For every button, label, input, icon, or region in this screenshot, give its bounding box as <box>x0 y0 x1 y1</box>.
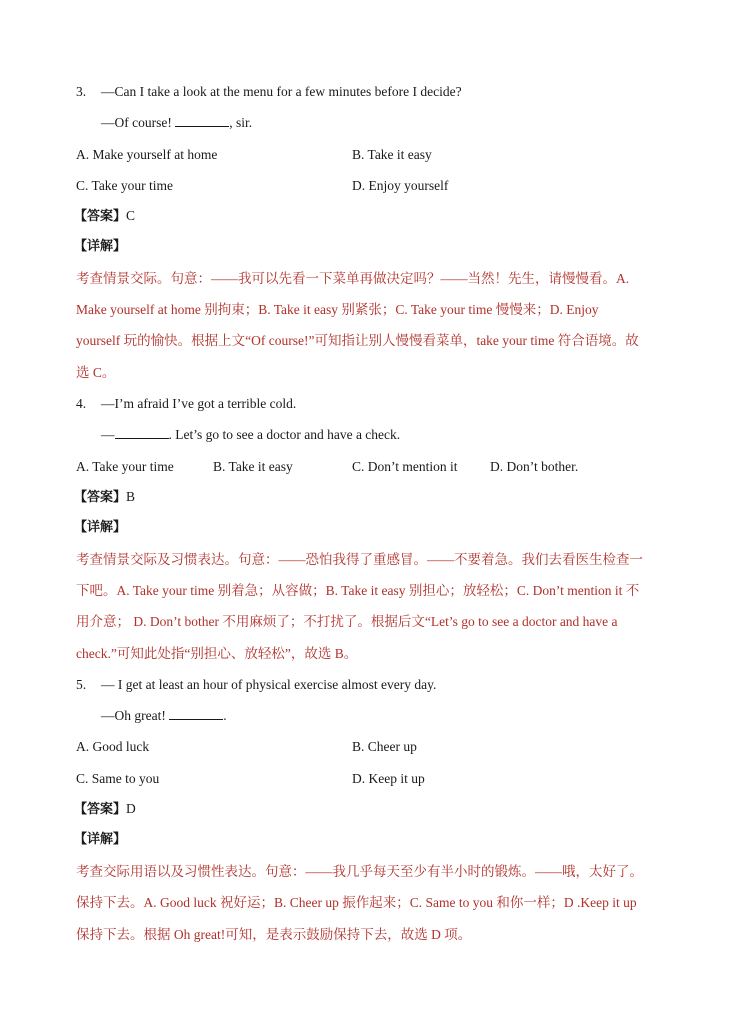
option-b: B. Take it easy <box>213 459 293 474</box>
option-a: A. Take your time <box>76 459 174 474</box>
option-c: C. Don’t mention it <box>352 459 458 474</box>
answer-tag <box>74 488 135 507</box>
reply-text: —Of course! <box>101 115 176 130</box>
explanation-line: 考查情景交际及习惯表达。句意：——恐怕我得了重感冒。——不要着急。我们去看医生检查一 <box>76 552 643 567</box>
detail-tag <box>74 519 126 537</box>
explanation-line: 选 C。 <box>76 365 116 380</box>
answer-blank <box>169 707 223 720</box>
answer-label: 【答案】 <box>74 490 127 505</box>
answer-label: 【答案】 <box>74 209 127 224</box>
reply-text: —Oh great! <box>101 708 170 723</box>
question-5-reply <box>101 707 227 725</box>
reply-text: . Let’s go to see a doctor and have a check. <box>168 427 401 442</box>
answer-value: C <box>126 208 136 223</box>
option-a: A. Make yourself at home <box>76 147 218 162</box>
answer-blank <box>175 114 229 127</box>
question-3-stem <box>76 83 462 101</box>
answer-label: 【答案】 <box>74 802 127 817</box>
answer-tag <box>74 800 136 819</box>
detail-tag <box>74 238 126 256</box>
explanation-line: check.”可知此处指“别担心、放轻松”，故选 B。 <box>76 646 358 661</box>
question-number: 3. <box>76 84 87 99</box>
explanation-line: 考查情景交际。句意：——我可以先看一下菜单再做决定吗？——当然！先生，请慢慢看。A. <box>76 271 630 286</box>
option-c: C. Take your time <box>76 178 174 193</box>
question-text: —Can I take a look at the menu for a few minutes before I decide? <box>101 84 462 99</box>
question-5-stem <box>76 676 436 694</box>
question-number: 5. <box>76 677 87 692</box>
detail-label: 【详解】 <box>74 239 127 254</box>
option-b: B. Take it easy <box>352 147 432 162</box>
question-4-stem <box>76 395 296 413</box>
explanation-line: yourself 玩的愉快。根据上文“Of course!”可知指让别人慢慢看菜单，take your time 符合语境。故 <box>76 333 639 348</box>
option-a: A. Good luck <box>76 739 150 754</box>
reply-text: . <box>223 708 227 723</box>
explanation-line: Make yourself at home 别拘束；B. Take it easy 别紧张；C. Take your time 慢慢来；D. Enjoy <box>76 302 599 317</box>
detail-label: 【详解】 <box>74 832 127 847</box>
detail-tag <box>74 831 126 849</box>
question-number: 4. <box>76 396 87 411</box>
detail-label: 【详解】 <box>74 520 127 535</box>
answer-value: D <box>126 801 136 816</box>
option-d: D. Don’t bother. <box>490 459 579 474</box>
explanation-line: 保持下去。根据 Oh great!可知，是表示鼓励保持下去，故选 D 项。 <box>76 927 472 942</box>
option-b: B. Cheer up <box>352 739 417 754</box>
explanation-line: 下吧。A. Take your time 别着急；从容做；B. Take it easy 别担心；放轻松；C. Don’t mention it 不 <box>76 583 640 598</box>
answer-tag <box>74 207 135 226</box>
reply-text: , sir. <box>229 115 253 130</box>
option-d: D. Keep it up <box>352 771 425 786</box>
reply-text: — <box>101 427 115 442</box>
question-text: —I’m afraid I’ve got a terrible cold. <box>101 396 297 411</box>
answer-value: B <box>126 489 136 504</box>
option-d: D. Enjoy yourself <box>352 178 449 193</box>
question-text: — I get at least an hour of physical exercise almost every day. <box>101 677 437 692</box>
question-4-reply <box>101 426 400 444</box>
explanation-line: 用介意； D. Don’t bother 不用麻烦了；不打扰了。根据后文“Let’s go to see a doctor and have a <box>76 614 618 629</box>
explanation-line: 考查交际用语以及习惯性表达。句意：——我几乎每天至少有半小时的锻炼。——哦，太好了。 <box>76 864 643 879</box>
option-c: C. Same to you <box>76 771 160 786</box>
explanation-line: 保持下去。A. Good luck 祝好运；B. Cheer up 振作起来；C. Same to you 和你一样；D .Keep it up <box>76 895 637 910</box>
answer-blank <box>115 426 169 439</box>
question-3-reply <box>101 114 252 132</box>
